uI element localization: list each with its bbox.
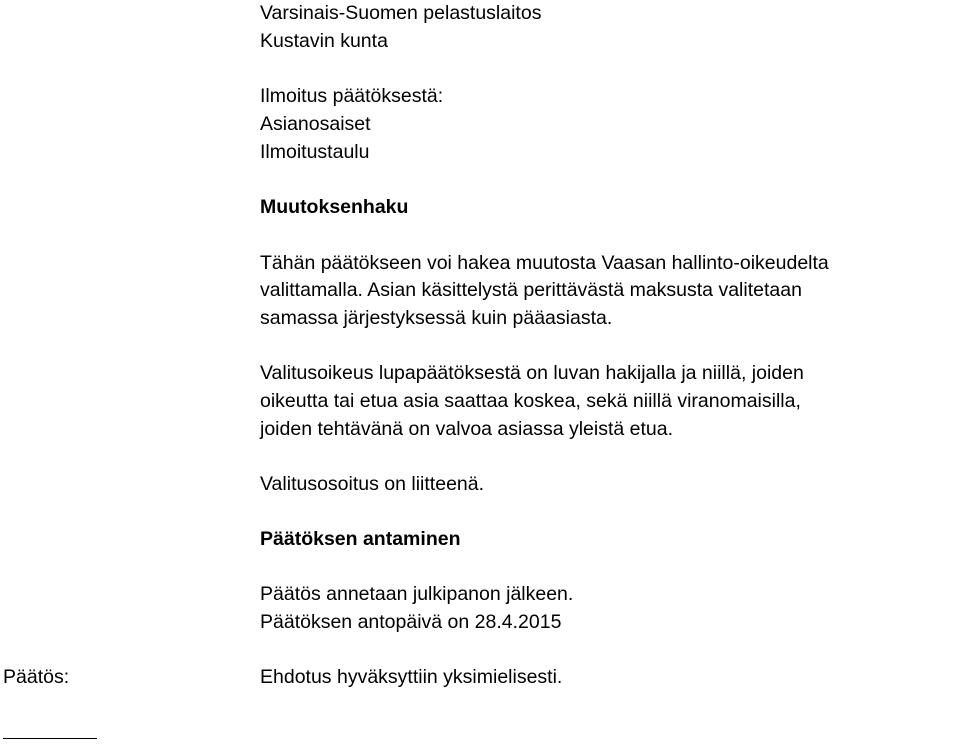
appeal-right-line: joiden tehtävänä on valvoa asiassa yleistä etua. (260, 418, 674, 440)
appeal-instructions-note: Valitusosoitus on liitteenä. (260, 473, 485, 495)
notice-title: Ilmoitus päätöksestä: (260, 85, 444, 107)
appeal-paragraph-line: valittamalla. Asian käsittelystä perittävästä maksusta valitetaan (260, 279, 802, 301)
issuance-date-line: Päätöksen antopäivä on 28.4.2015 (260, 611, 562, 633)
recipient-line: Kustavin kunta (260, 30, 388, 52)
footer-rule (3, 738, 97, 739)
issuance-heading: Päätöksen antaminen (260, 528, 461, 550)
issuance-line: Päätös annetaan julkipanon jälkeen. (260, 583, 574, 605)
appeal-paragraph-line: Tähän päätökseen voi hakea muutosta Vaasan hallinto-oikeudelta (260, 252, 829, 274)
appeal-paragraph-line: samassa järjestyksessä kuin pääasiasta. (260, 307, 613, 329)
appeal-right-line: Valitusoikeus lupapäätöksestä on luvan hakijalla ja niillä, joiden (260, 362, 804, 384)
decision-text: Ehdotus hyväksyttiin yksimielisesti. (260, 666, 563, 688)
appeal-right-line: oikeutta tai etua asia saattaa koskea, sekä niillä viranomaisilla, (260, 390, 801, 412)
notice-recipient: Ilmoitustaulu (260, 141, 370, 163)
notice-recipient: Asianosaiset (260, 113, 371, 135)
appeal-heading: Muutoksenhaku (260, 196, 409, 218)
decision-label: Päätös: (3, 666, 70, 688)
recipient-line: Varsinais-Suomen pelastuslaitos (260, 2, 542, 24)
